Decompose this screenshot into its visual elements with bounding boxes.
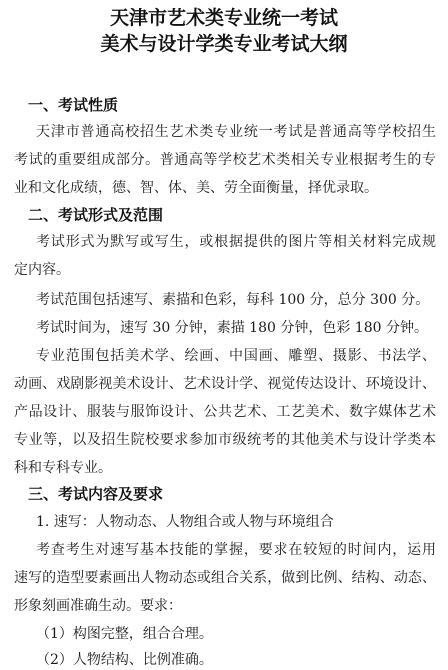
paragraph-line: 速写的造型要素画出人物动态或组合关系，做到比例、结构、动态、 xyxy=(14,570,436,586)
paragraph-line: 形象刻画准确生动。要求： xyxy=(14,598,182,614)
section-heading-form-scope: 二、考试形式及范围 xyxy=(28,206,164,224)
paragraph-line: 考试时间为，速写 30 分钟，素描 180 分钟，色彩 180 分钟。 xyxy=(36,320,428,336)
paragraph-line: 定内容。 xyxy=(14,262,70,278)
paragraph-line: 专业等，以及招生院校要求参加市级统考的其他美术与设计学类本 xyxy=(14,432,436,448)
paragraph-line: 天津市普通高校招生艺术类专业统一考试是普通高等学校招生 xyxy=(36,124,436,140)
requirement-item: （2）人物结构、比例准确。 xyxy=(36,652,213,668)
document-title-line-2: 美术与设计学类专业考试大纲 xyxy=(100,33,348,55)
document-title-line-1: 天津市艺术类专业统一考试 xyxy=(109,7,338,29)
paragraph-line: 动画、戏剧影视美术设计、艺术设计学、视觉传达设计、环境设计、 xyxy=(14,376,436,392)
paragraph-line: 考试的重要组成部分。普通高等学校艺术类相关专业根据考生的专 xyxy=(14,152,436,168)
paragraph-line: 专业范围包括美术学、绘画、中国画、雕塑、摄影、书法学、 xyxy=(36,348,436,364)
requirement-item: （1）构图完整，组合合理。 xyxy=(36,626,213,642)
section-heading-content-requirements: 三、考试内容及要求 xyxy=(28,485,164,503)
paragraph-line: 产品设计、服装与服饰设计、公共艺术、工艺美术、数字媒体艺术 xyxy=(14,404,436,420)
paragraph-line: 考试形式为默写或写生，或根据提供的图片等相关材料完成规 xyxy=(36,234,436,250)
paragraph-line: 考查考生对速写基本技能的掌握，要求在较短的时间内，运用 xyxy=(36,542,436,558)
subheading-sketch: 1. 速写：人物动态、人物组合或人物与环境组合 xyxy=(36,514,334,530)
paragraph-line: 考试范围包括速写、素描和色彩，每科 100 分，总分 300 分。 xyxy=(36,292,430,308)
section-heading-nature: 一、考试性质 xyxy=(28,96,119,114)
paragraph-line: 业和文化成绩，德、智、体、美、劳全面衡量，择优录取。 xyxy=(14,180,378,196)
paragraph-line: 科和专科专业。 xyxy=(14,460,112,476)
